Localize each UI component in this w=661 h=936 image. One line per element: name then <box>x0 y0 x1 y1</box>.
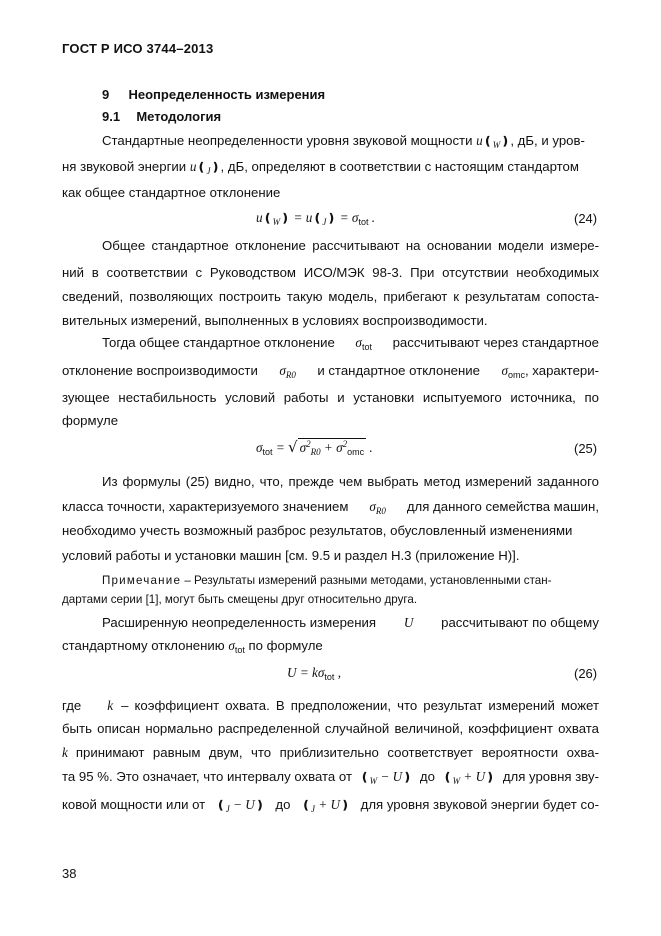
paragraph-line: класса точности, характеризуемого значением $\sigma_{R0}$ для данного семейства машин, <box>62 499 599 516</box>
note-line: Примечание – Результаты измерений разными методами, установленными стан- <box>102 574 552 587</box>
formula-sigma-r0: $\sigma_{R0}$ <box>279 363 296 380</box>
paragraph-line: ня звуковой энергии $u❪_J❫$, дБ, определяют в соответствии с настоящим стандартом <box>62 159 579 176</box>
formula-lj-plus-u: $❪_J$ + U❫ <box>300 797 351 814</box>
equation-26: $U = k\sigma_{tot}$ , <box>287 665 341 682</box>
formula-u-lj: $u❪_J❫$ <box>189 159 221 176</box>
paragraph-line: Из формулы (25) видно, что, прежде чем выбрать метод измерений заданного <box>102 474 599 489</box>
paragraph-line: сведений, позволяющих построить такую модель, прибегают к результатам сопоста- <box>62 289 599 304</box>
document-header: ГОСТ Р ИСО 3744–2013 <box>62 41 214 56</box>
formula-sigma-r0: $\sigma_{R0}$ <box>369 499 386 516</box>
paragraph-line: условий работы и установки машин [см. 9.5 и раздел Н.3 (приложение Н)]. <box>62 548 520 563</box>
formula-lw-minus-u: $❪_W$ − U❫ <box>359 769 413 786</box>
section-number: 9.1 <box>102 109 121 124</box>
equation-25: $\sigma_{tot}$ = √ $\sigma^2_{R0} + \sigma^2_{omc}$ . <box>256 438 373 457</box>
section-9-1-heading <box>102 109 221 124</box>
paragraph-line: ковой мощности или от $❪_J$ − U❫ до $❪_J$ + U❫ для уровня звуковой энергии будет со- <box>62 797 599 814</box>
paragraph-line: как общее стандартное отклонение <box>62 185 281 200</box>
formula-sigma-tot: $\sigma_{tot}$ <box>228 638 245 655</box>
formula-k: k <box>62 745 68 760</box>
paragraph-line: отклонение воспроизводимости $\sigma_{R0}$ и стандартное отклонение $\sigma_{omc}$, характери- <box>62 363 599 380</box>
paragraph-line: зующее нестабильность условий работы и установки испытуемого источника, по <box>62 390 599 405</box>
note-line: дартами серии [1], могут быть смещены друг относительно друга. <box>62 593 418 606</box>
formula-k: k <box>107 698 114 713</box>
formula-u: U <box>403 615 414 630</box>
note-label: Примечание <box>102 574 182 587</box>
page-number: 38 <box>62 866 77 881</box>
section-number: 9 <box>102 87 110 102</box>
section-9-heading <box>102 87 325 102</box>
paragraph-line: формуле <box>62 413 119 428</box>
paragraph-line: где k – коэффициент охвата. В предположении, что результат измерений может <box>62 698 599 713</box>
equation-number: (25) <box>574 441 598 456</box>
equation-number: (26) <box>574 666 598 681</box>
formula-lj-minus-u: $❪_J$ − U❫ <box>215 797 265 814</box>
equation-number: (24) <box>574 211 598 226</box>
paragraph-line: ний в соответствии с Руководством ИСО/МЭК 98-3. При отсутствии необходимых <box>62 265 599 280</box>
paragraph-line: Стандартные неопределенности уровня звуковой мощности $u❪_W❫$, дБ, и уров- <box>102 133 585 150</box>
paragraph-line: Расширенную неопределенность измерения U рассчитывают по общему <box>102 615 599 630</box>
paragraph-line: быть описан нормально распределенной случайной величиной, коэффициент охвата <box>62 721 599 736</box>
paragraph-line: необходимо учесть возможный разброс результатов, обусловленный изменениями <box>62 523 573 538</box>
section-title: Методология <box>136 109 222 124</box>
paragraph-line: стандартному отклонению $\sigma_{tot}$ по формуле <box>62 638 323 655</box>
equation-24: $u❪_W❫$ = $u❪_J❫ = \sigma_{tot}$ . <box>256 210 376 227</box>
formula-lw-plus-u: $❪_W$ + U❫ <box>442 769 496 786</box>
paragraph-line: та 95 %. Это означает, что интервалу охвата от $❪_W$ − U❫ до $❪_W$ + U❫ для уровня зву- <box>62 769 599 786</box>
paragraph-line: Тогда общее стандартное отклонение $\sigma_{tot}$ рассчитывают через стандартное <box>102 335 599 352</box>
section-title: Неопределенность измерения <box>128 87 326 102</box>
formula-sigma-omc: $\sigma_{omc}$, характери- <box>501 363 599 380</box>
formula-u-lw: $u❪_W❫$ <box>476 133 511 150</box>
formula-sigma-tot: $\sigma_{tot}$ <box>355 335 372 352</box>
paragraph-line: вительных измерений, выполненных в условиях воспроизводимости. <box>62 313 488 328</box>
paragraph-line: k принимают равным двум, что приблизительно соответствует вероятности охва- <box>62 745 599 760</box>
paragraph-line: Общее стандартное отклонение рассчитывают на основании модели измере- <box>102 238 599 253</box>
